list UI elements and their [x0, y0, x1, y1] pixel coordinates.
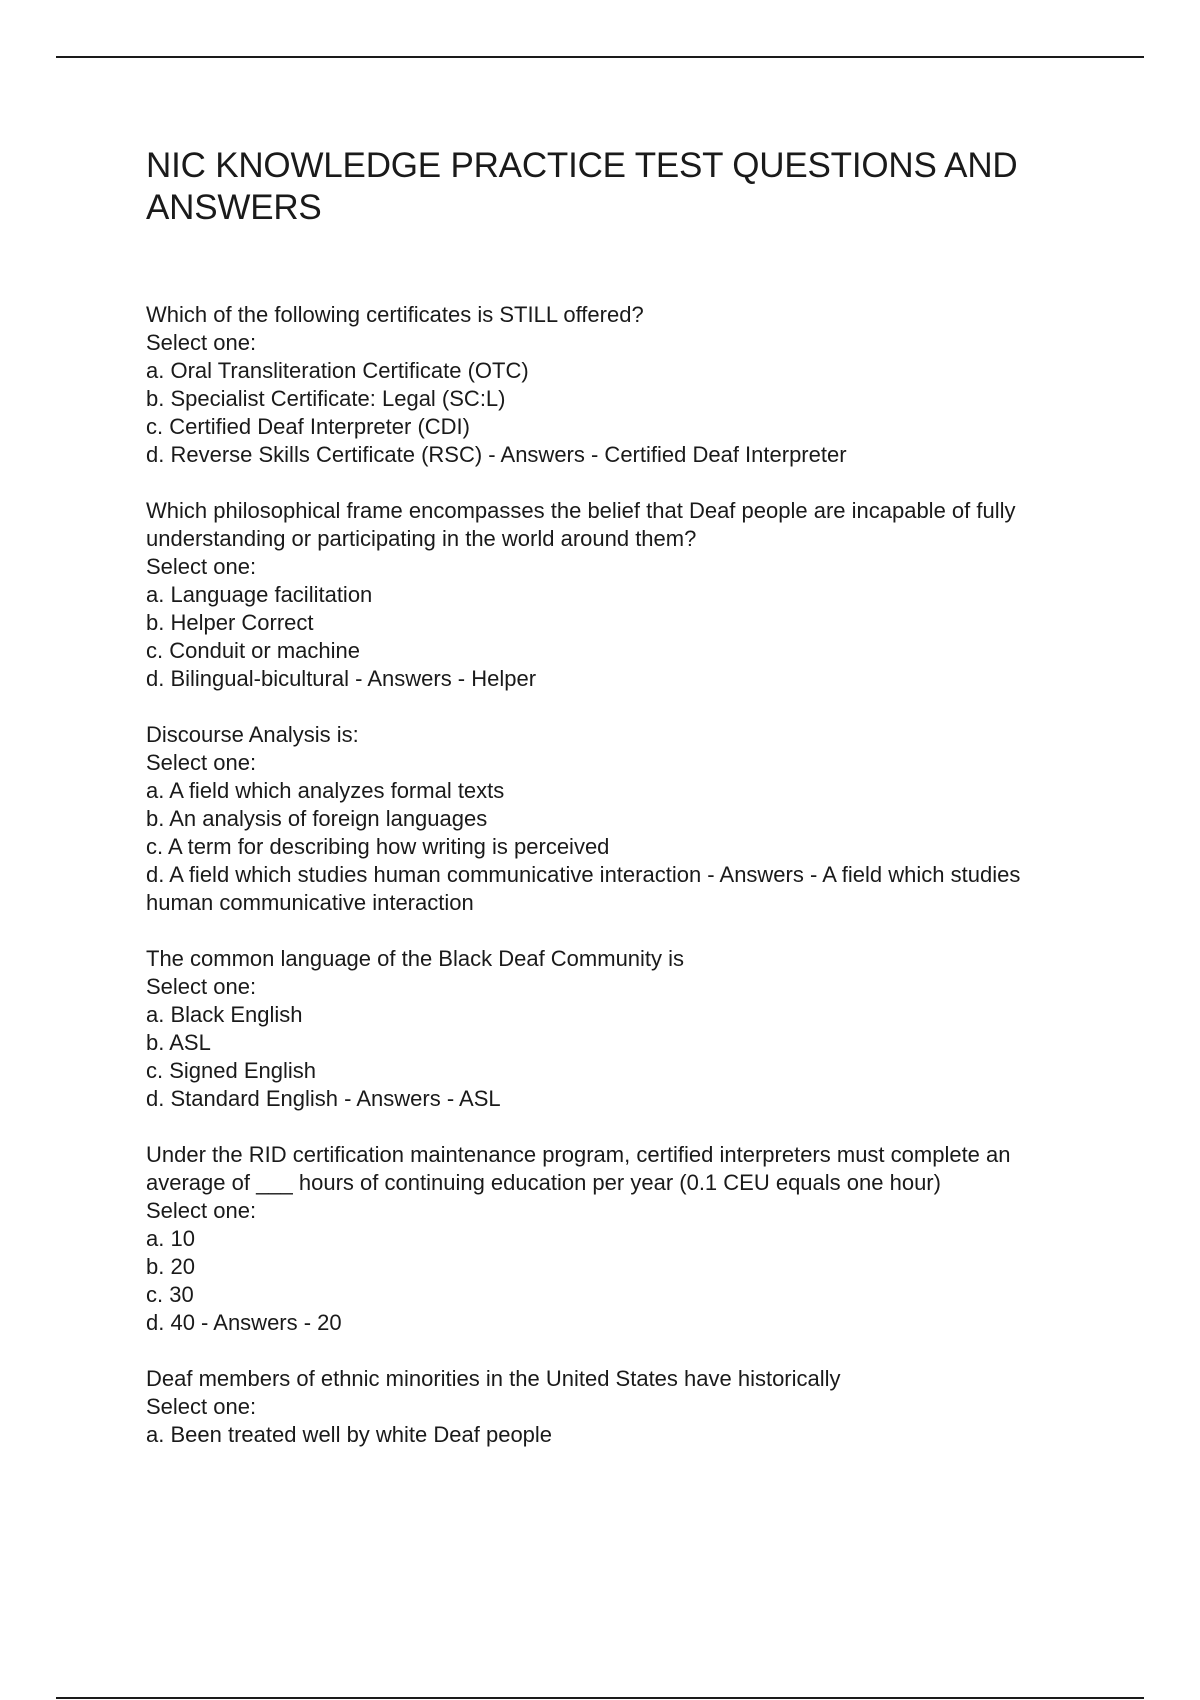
question-5 [146, 1141, 1086, 1337]
answer-option: d. Standard English - Answers - ASL [146, 1086, 501, 1111]
answer-option: b. 20 [146, 1254, 195, 1279]
question-prompt: Which of the following certificates is STILL offered? [146, 302, 644, 327]
question-instruction: Select one: [146, 750, 257, 775]
question-3 [146, 721, 1086, 917]
question-prompt: Discourse Analysis is: [146, 722, 359, 747]
answer-option: d. Reverse Skills Certificate (RSC) - Answers - Certified Deaf Interpreter [146, 442, 847, 467]
question-list [146, 301, 1086, 1449]
answer-option: c. 30 [146, 1282, 194, 1307]
question-instruction: Select one: [146, 974, 257, 999]
document-title: NIC KNOWLEDGE PRACTICE TEST QUESTIONS AND ANSWERS [146, 146, 1018, 227]
answer-option: c. A term for describing how writing is perceived [146, 834, 610, 859]
answer-option: a. Black English [146, 1002, 303, 1027]
answer-option: a. A field which analyzes formal texts [146, 778, 505, 803]
answer-option: a. Oral Transliteration Certificate (OTC) [146, 358, 529, 383]
answer-option: c. Conduit or machine [146, 638, 360, 663]
answer-option: c. Signed English [146, 1058, 316, 1083]
answer-option: d. 40 - Answers - 20 [146, 1310, 342, 1335]
answer-option: b. Specialist Certificate: Legal (SC:L) [146, 386, 506, 411]
bottom-divider [56, 1697, 1144, 1699]
question-2 [146, 497, 1086, 693]
question-instruction: Select one: [146, 554, 257, 579]
question-1 [146, 301, 1086, 469]
answer-option: b. Helper Correct [146, 610, 314, 635]
question-instruction: Select one: [146, 1394, 257, 1419]
answer-option: b. ASL [146, 1030, 211, 1055]
answer-option: d. Bilingual-bicultural - Answers - Helper [146, 666, 537, 691]
question-instruction: Select one: [146, 1198, 257, 1223]
top-divider [56, 56, 1144, 58]
question-6 [146, 1365, 1086, 1449]
document-body [146, 145, 1086, 1477]
question-prompt: Which philosophical frame encompasses the belief that Deaf people are incapable of fully understanding or participating in the world around them? [146, 498, 1016, 551]
question-instruction: Select one: [146, 330, 257, 355]
answer-option: a. Been treated well by white Deaf people [146, 1422, 553, 1447]
answer-option: b. An analysis of foreign languages [146, 806, 488, 831]
question-prompt: Under the RID certification maintenance program, certified interpreters must complete an average of ___ hours of continuing education per year (0.1 CEU equals one hour) [146, 1142, 1011, 1195]
answer-option: d. A field which studies human communicative interaction - Answers - A field which studies human communicative interaction [146, 862, 1021, 915]
question-prompt: The common language of the Black Deaf Community is [146, 946, 685, 971]
answer-option: c. Certified Deaf Interpreter (CDI) [146, 414, 470, 439]
question-4 [146, 945, 1086, 1113]
answer-option: a. Language facilitation [146, 582, 373, 607]
answer-option: a. 10 [146, 1226, 195, 1251]
question-prompt: Deaf members of ethnic minorities in the United States have historically [146, 1366, 841, 1391]
